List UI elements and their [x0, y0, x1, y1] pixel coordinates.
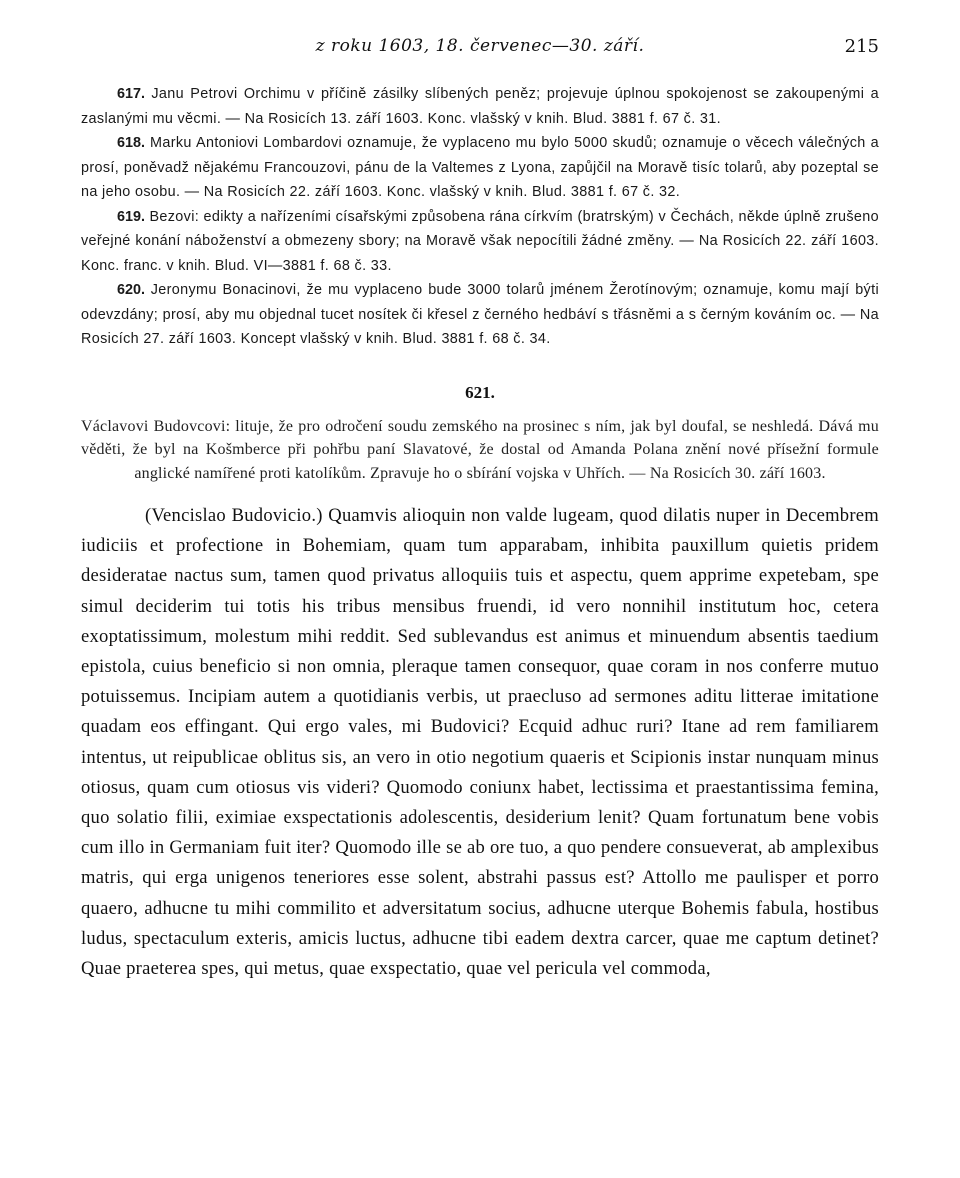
running-head [81, 36, 879, 64]
page-number: 215 [844, 36, 879, 57]
entry-text: Janu Petrovi Orchimu v příčině zásilky slíbených peněz; projevuje úplnou spokojenost se zakoupenými a zaslanými mu věcmi. — Na Rosicích 13. září 1603. Konc. vlašský v knih. Blud. 3881 f. 67 č. 31. [81, 86, 879, 127]
entry-number: 617. [117, 86, 146, 102]
regest-entry [81, 131, 879, 205]
regest-entry [81, 205, 879, 279]
entry-text: Jeronymu Bonacinovi, že mu vyplaceno bude 3000 tolarů jménem Žerotínovým; oznamuje, komu mají býti odevzdány; prosí, aby mu objednal tucet nosítek či křesel z černého hedbáví s třásněmi a s černým kováním oc. — Na Rosicích 27. září 1603. Koncept vlašský v knih. Blud. 3881 f. 68 č. 34. [81, 282, 879, 347]
regest-entry [81, 82, 879, 131]
letter-summary: Václavovi Budovcovi: lituje, že pro odročení soudu zemského na prosinec s ním, jak byl doufal, se neshledá. Dává mu věděti, že byl na Košmberce při pohřbu paní Slavatové, že dostal od Amanda Polana znění nové přísežní formule anglické namířené proti katolíkům. Zpravuje ho o sbírání vojska v Uhřích. — Na Rosicích 30. září 1603. [81, 417, 879, 482]
entry-number: 620. [117, 282, 146, 298]
document-page [81, 36, 879, 984]
regest-list [81, 82, 879, 352]
letter-body: (Vencislao Budovicio.) Quamvis alioquin non valde lugeam, quod dilatis nuper in Decembrem iudiciis et profectione in Bohemiam, quam tum apparabam, inhibita pauxillum quietis pridem desideratae nactus sum, tamen quod privatus alloquiis tuis et aspectu, quem apprime expetebam, spe simul deciderim tui totis his tribus mensibus fruendi, id vero nonnihil institutum hoc, cetera exoptatissimum, molestum mihi reddit. Sed sublevandus est animus et minuendum absentis taedium epistola, cuius beneficio si non omnia, pleraque tamen consequor, quae coram in nos conferre mutuo potuissemus. Incipiam autem a quotidianis verbis, ut praecluso ad sermones aditu litterae imitatione quadam eos effingant. Qui ergo vales, mi Budovici? Ecquid adhuc ruri? Itane ad rem familiarem intentus, ut reipublicae oblitus sis, an vero in otio negotium quaeris et Scipionis instar nunquam minus otiosus, quam cum otiosus vis videri? Quomodo coniunx habet, lectissima et praestantissima femina, quo solatio filii, eximiae exspectationis adolescentis, desiderium lenit? Quam fortunatum bene vobis cum illo in Germaniam fuit iter? Quomodo ille se ab ore tuo, a quo pendere consueverat, ab amplexibus matris, qui erga unigenos teneriores esse solent, abstrahi passus est? Attollo me paulisper et porro quaero, adhucne tu mihi commilito et adversitatum socius, adhucne uterque Bohemis fabula, hostibus ludus, spectaculum exteris, amicis luctus, adhucne tibi eadem dextra carcer, quae me captum detinet? Quae praeterea spes, qui metus, quae exspectatio, quae vel pericula vel commoda, [81, 505, 879, 980]
letter-number-heading: 621. [465, 382, 495, 402]
entry-number: 619. [117, 208, 146, 225]
entry-text: Marku Antoniovi Lombardovi oznamuje, že vyplaceno mu bylo 5000 skudů; oznamuje o věcech válečných a prosí, poněvadž nějakému Francouzovi, pánu de la Valtemes z Lyona, zapůjčil na Moravě tisíc tolarů, aby pozeptal se na jeho osobu. — Na Rosicích 22. září 1603. Konc. vlašský v knih. Blud. 3881 f. 67 č. 32. [81, 135, 879, 200]
entry-number: 618. [117, 135, 146, 151]
entry-text: Bezovi: edikty a nařízeními císařskými způsobena rána církvím (bratrským) v Čechách, někde úplně zrušeno veřejné konání náboženství a obmezeny sbory; na Moravě však nepocítili žádné změny. — Na Rosicích 22. září 1603. Konc. franc. v knih. Blud. VI—3881 f. 68 č. 33. [81, 208, 879, 274]
running-head-title: z roku 1603, 18. červenec—30. září. [315, 36, 645, 56]
regest-entry [81, 278, 879, 352]
